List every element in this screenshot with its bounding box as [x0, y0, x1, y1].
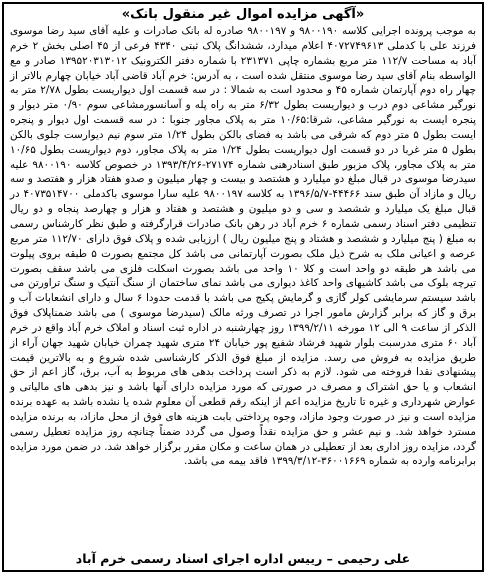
notice-signature: علی رحیمی – رییس اداره اجرای اسناد رسمی خرم آباد — [75, 551, 411, 566]
notice-title: «آگهی مزایده اموال غیر منقول بانک» — [121, 7, 365, 22]
notice-body: به موجب پرونده اجرایی کلاسه ۹۸۰۰۱۹۰ و ۹۸۰۰۱۹۷ صادره له بانک صادرات و علیه آقای سید رضا موسوی فرزند علی با کدملی ۴۰۷۲۷۴۹۶۱۳ اعلام میدارد، ششدانگ پلاک ثبتی ۴۳۴۰ فرعی از ۴۵ اصلی بخش ۲ خرم آباد به مساحت ۱۱۲/۷ متر مربع بشماره چاپی ۲۳۱۳۷۱ با شماره دفتر الکترونیک ۱۳۹۵۲۰۳۱۳۰۱۲ صادر و مع الواسطه بنام آقای سید رضا موسوی منتقل شده است ، به آدرس: خرم آباد قاضی آباد خیابان چهارم بالاتر از چهار راه دوم آپارتمان شماره ۴۵ و محدود است به شمالا : در سه قسمت اول دیواریست بطول ۲/۷۸ متر به نورگیر مشاعی دوم درب و دیواریست بطول ۶/۳۲ متر به راه پله و آسانسورمشاعی سوم ۰/۹۰ متر دیوار و پنجره ایست به نورگیر مشاعی، شرقا:۱۰/۶۵ متر به پلاک مجاور جنوبا : در سه قسمت اول دیوار و پنجره ایست بطول ۵ متر دوم که شرقی می باشد به فضای بالکن بطول ۱/۲۴ متر سوم نیم دیوارست جلوی بالکن بطول ۵ متر غربا در دو قسمت اول دیواریست بطول ۱/۲۴ متر به پلاک مجاور، دوم دیواریست بطول ۱۰/۶۵ متر به پلاک مجاور، پلاک مزبور طبق اسنادرهنی شماره ۲۷۱۷۴-۱۳۹۳/۴/۲۶ در خصوص کلاسه ۹۸۰۰۱۹۰ علیه سیدرضا موسوی در قبال مبلغ دو میلیارد و هشتصد و بیست و چهار میلیون و صدو هفتاد هزار و هفتصد و سه ریال و مازاد آن طبق سند ۴۴۴۶۶-۱۳۹۶/۵/۷ به کلاسه ۹۸۰۰۱۹۷ علیه سارا موسوی باکدملی ۴۰۷۳۵۱۴۷۰۰ در قبال مبلغ یک میلیارد و ششصد و سی و دو میلیون و هشتصد و هفتاد و هزار و چهارصد پنجاه و دو ریال تنظیمی دفتر اسناد رسمی شماره ۶ خرم آباد در رهن بانک صادرات قرارگرفته و طبق نظر کارشناس رسمی به مبلغ ( پنج میلیارد و ششصد و هشتاد و پنج میلیون ریال ) ارزیابی شده و پلاک فوق دارای ۱۱۲/۷۰ متر مربع عرصه و اعیانی ملک به شرح ذیل ملک بصورت آپارتمانی می باشد کل مجتمع بصورت ۵ طبقه بروی پیلوت می باشد هر طبقه دو واحد است و کلا ۱۰ واحد می باشد بصورت اسکلت فلزی می باشد سقف بصورت تیرچه بلوک می باشد کاشیهای واحد کاغذ دیواری می باشد نمای ساختمان از سنگ آنتیک و سنگ تراورتن می باشد سیستم سرمایشی کولر گازی و گرمایش پکیج می باشد با قدمت حدودا ۶ سال و دارای انشعابات آب و برق و گاز که برابر گزارش مامور اجرا در تصرف ورثه مالک (سیدرضا موسوی ) می باشد ضمناپلاک فوق الذکر از ساعت ۹ الی ۱۲ مورخه ۱۳۹۹/۲/۱۱ روز چهارشنبه در اداره ثبت اسناد و املاک خرم آباد واقع در خرم آباد ۶۰ متری مدرسبت بلوار شهید فرشاد شفیع پور خیابان ۲۴ متری شهید چمران خیابان شهید جهان آراء از طریق مزایده به فروش می رسد. مزایده از مبلغ فوق الذکر کارشناسی شده شروع و به بالاترین قیمت پیشنهادی نقدا فروخته می شود. لازم به ذکر است پرداخت بدهی های مربوط به آب، برق، گاز اعم از حق انشعاب و یا حق اشتراک و مصرف در صورتی که مورد مزایده دارای آنها باشد و نیز بدهی های مالیاتی و عوارض شهرداری و غیره تا تاریخ مزایده اعم از اینکه رقم قطعی آن معلوم شده یا نشده باشد به عهده برنده مزایده است و نیز در صورت وجود مازاد، وجوه پرداختی بابت هزینه های فوق از محل مازاد، به برنده مزایده مسترد خواهد شد. و نیم عشر و حق مزایده نقداً وصول می گردد ضمناً چنانچه روز مزایده تعطیل رسمی گردد، مزایده روز اداری بعد از تعطیلی در همان ساعت و مکان مقرر برگزار خواهد شد. در ضمن مورد مزایده برابرنامه وارده به شماره ۳۶۰۰۱۶۶۹-۱۳۹۹/۳/۱۲ فاقد بیمه می باشد. — [10, 25, 477, 468]
auction-notice — [2, 2, 484, 572]
